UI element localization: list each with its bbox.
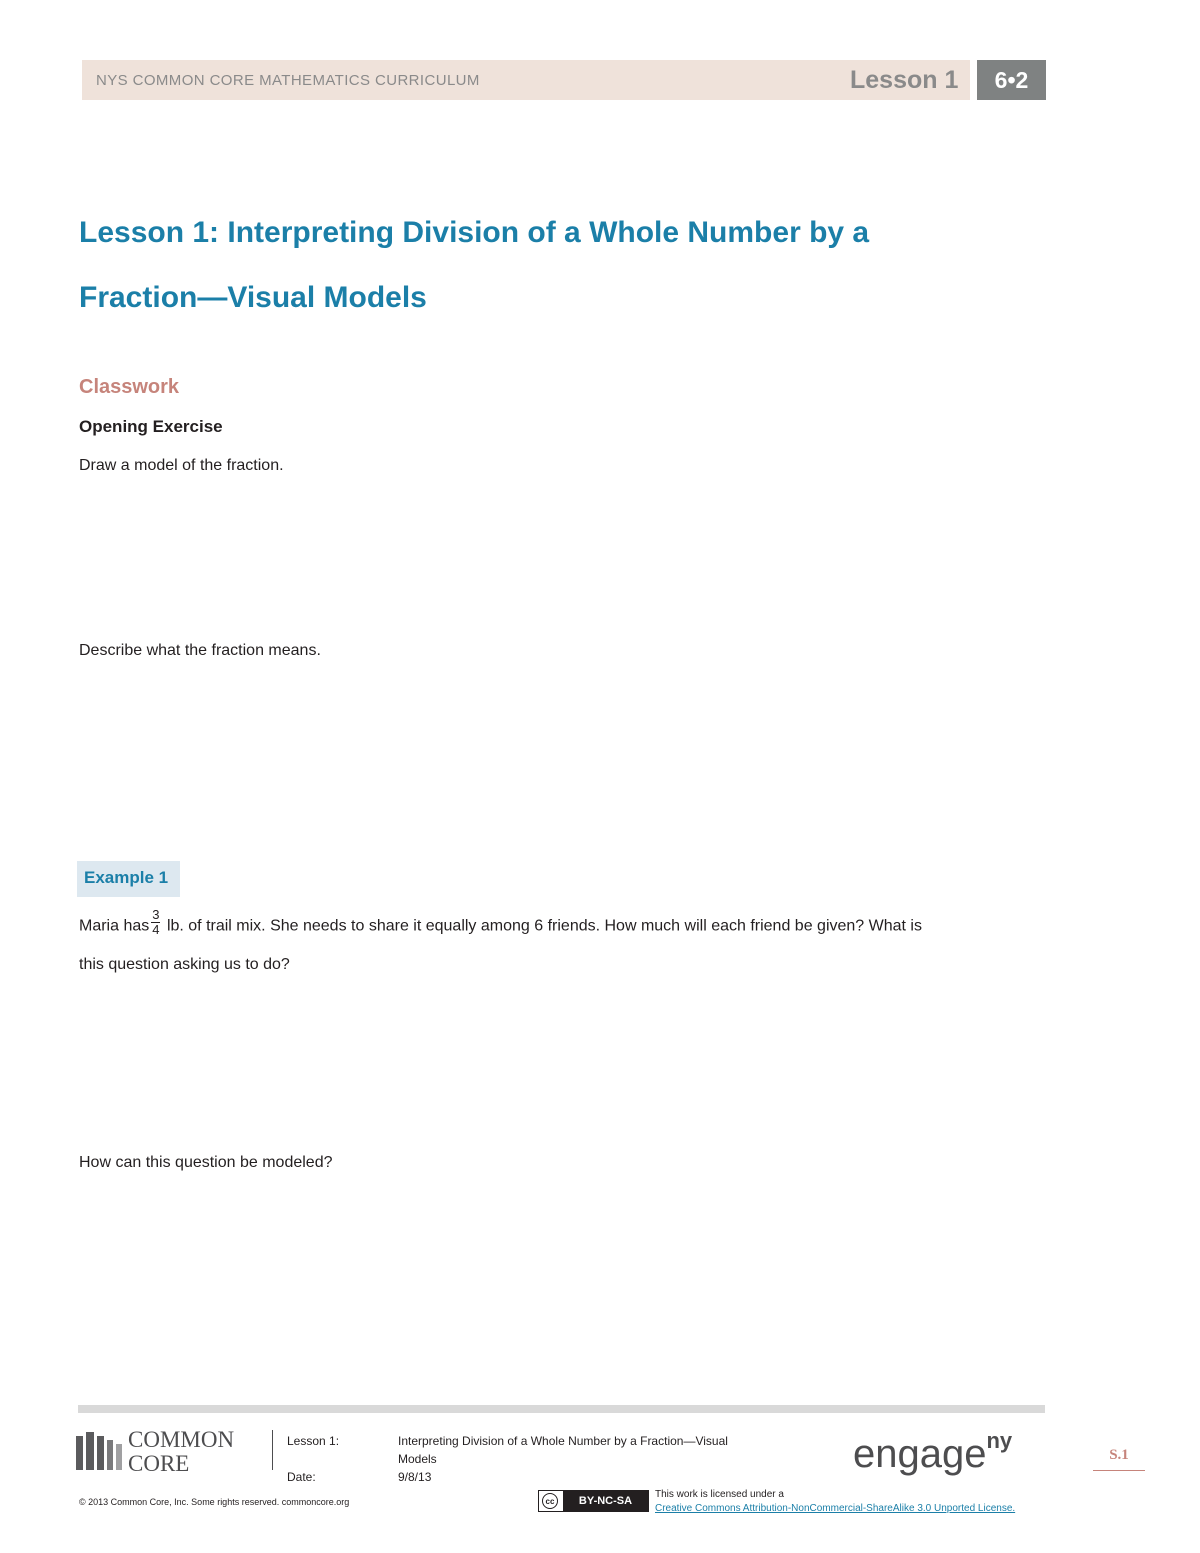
fraction-three-fourths (151, 908, 160, 937)
example-1-question (79, 907, 1049, 941)
common-core-wordmark-1: COMMON (128, 1427, 235, 1452)
fraction-denominator: 4 (152, 922, 160, 937)
common-core-wordmark-2: CORE (128, 1451, 190, 1476)
header-lesson-number: Lesson 1 (850, 66, 959, 94)
ny-superscript: ny (986, 1428, 1013, 1453)
footer-lesson-label: Lesson 1: (287, 1434, 340, 1448)
prompt-describe-fraction: Describe what the fraction means. (79, 642, 321, 659)
footer-date-value: 9/8/13 (398, 1470, 432, 1484)
grade-module-badge: 6•2 (977, 60, 1046, 100)
fraction-numerator: 3 (152, 907, 160, 922)
example-text-before: Maria has (79, 917, 150, 935)
footer-rule (78, 1405, 1045, 1413)
common-core-logo-icon (76, 1432, 124, 1470)
opening-exercise-heading: Opening Exercise (79, 417, 223, 436)
footer-divider (272, 1430, 273, 1470)
footer-lesson-title-2: Models (398, 1452, 437, 1466)
curriculum-title: NYS COMMON CORE MATHEMATICS CURRICULUM (96, 72, 480, 89)
lesson-title (79, 200, 979, 330)
prompt-draw-model: Draw a model of the fraction. (79, 457, 284, 474)
engageny-logo (853, 1428, 1013, 1477)
creative-commons-icon: cc (542, 1493, 558, 1509)
license-link[interactable]: Creative Commons Attribution-NonCommercial-ShareAlike 3.0 Unported License. (655, 1503, 1016, 1514)
license-text: This work is licensed under a (655, 1489, 784, 1500)
engage-word: engage (853, 1432, 987, 1476)
modeling-question: How can this question be modeled? (79, 1154, 333, 1171)
footer-lesson-title-1: Interpreting Division of a Whole Number by a Fraction—Visual (398, 1434, 728, 1448)
page-number: S.1 (1093, 1447, 1145, 1471)
copyright-notice: © 2013 Common Core, Inc. Some rights reserved. commoncore.org (79, 1497, 350, 1507)
license-badge-text: BY-NC-SA (563, 1491, 648, 1511)
lesson-title-line-2: Fraction—Visual Models (79, 281, 427, 314)
example-text-after: lb. of trail mix. She needs to share it equally among 6 friends. How much will each friend be given? What is (166, 917, 922, 935)
cc-license-badge (538, 1490, 649, 1512)
lesson-title-line-1: Lesson 1: Interpreting Division of a Whole Number by a (79, 216, 870, 249)
example-1-label: Example 1 (84, 868, 169, 887)
classwork-heading: Classwork (79, 376, 180, 398)
example-1-question-line-2: this question asking us to do? (79, 956, 290, 973)
footer-date-label: Date: (287, 1470, 316, 1484)
